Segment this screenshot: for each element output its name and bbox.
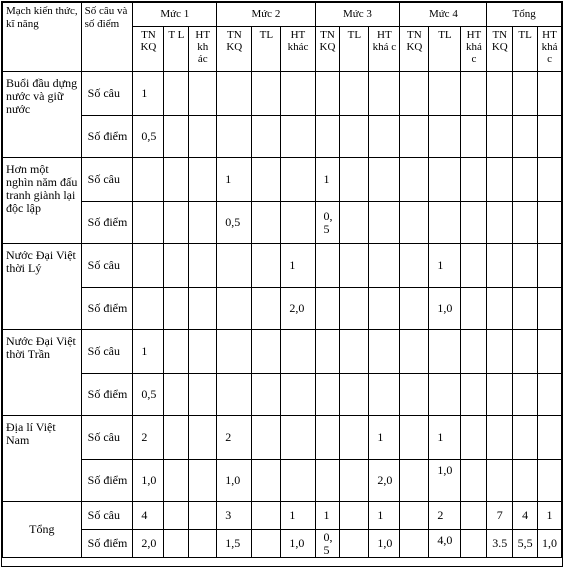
matrix-cell [217, 72, 252, 116]
matrix-cell [189, 416, 217, 460]
matrix-cell [164, 244, 189, 288]
table-row [3, 374, 562, 416]
matrix-cell [461, 530, 487, 558]
matrix-cell [429, 202, 461, 244]
matrix-cell [164, 202, 189, 244]
matrix-cell [340, 330, 369, 374]
matrix-cell [400, 116, 429, 158]
table-row [3, 158, 562, 202]
matrix-cell [189, 158, 217, 202]
matrix-cell: 1 [369, 416, 400, 460]
matrix-cell [252, 72, 281, 116]
subheader-m2-tl: TL [252, 27, 281, 72]
matrix-cell: 1,0 [538, 530, 562, 558]
matrix-cell [513, 460, 538, 502]
matrix-cell: 4 [513, 502, 538, 530]
matrix-cell [315, 72, 340, 116]
matrix-cell [189, 116, 217, 158]
matrix-cell [164, 72, 189, 116]
table-row [3, 116, 562, 158]
matrix-cell [538, 416, 562, 460]
matrix-cell [461, 158, 487, 202]
knowledge-matrix-sheet [1, 1, 563, 567]
matrix-cell [369, 72, 400, 116]
matrix-cell [369, 374, 400, 416]
matrix-cell [281, 330, 315, 374]
matrix-cell [513, 288, 538, 330]
matrix-cell: 2,0 [281, 288, 315, 330]
matrix-cell [133, 244, 164, 288]
subheader-m1-tl: T L [164, 27, 189, 72]
matrix-cell [487, 116, 513, 158]
knowledge-matrix-table [2, 2, 562, 558]
matrix-cell: 2 [429, 502, 461, 530]
matrix-cell [189, 244, 217, 288]
matrix-cell [513, 72, 538, 116]
matrix-cell [513, 158, 538, 202]
matrix-body [3, 72, 562, 558]
subheader-tong-htkhac: HT khá c [538, 27, 562, 72]
subheader-m2-htkhac: HT khác [281, 27, 315, 72]
matrix-cell: 1 [369, 502, 400, 530]
matrix-cell [400, 530, 429, 558]
matrix-cell [315, 116, 340, 158]
matrix-cell [538, 158, 562, 202]
matrix-cell [164, 288, 189, 330]
matrix-cell [513, 202, 538, 244]
level-4-header: Mức 4 [400, 3, 487, 27]
matrix-cell [513, 374, 538, 416]
question-count-label: Số câu [81, 72, 133, 116]
matrix-cell [400, 502, 429, 530]
subheader-m4-htkhac: HT khá c [461, 27, 487, 72]
matrix-cell [252, 530, 281, 558]
matrix-cell [217, 116, 252, 158]
matrix-cell [252, 502, 281, 530]
topic-name: Hơn một nghìn năm đấu tranh giành lại độc lập [3, 158, 82, 244]
question-count-label: Số câu [81, 158, 133, 202]
matrix-cell [400, 330, 429, 374]
matrix-cell [164, 502, 189, 530]
matrix-cell: 1 [429, 244, 461, 288]
matrix-cell [189, 330, 217, 374]
subheader-m2-tnkq: TN KQ [217, 27, 252, 72]
matrix-cell: 1,0 [369, 530, 400, 558]
matrix-cell [164, 416, 189, 460]
matrix-cell [252, 460, 281, 502]
matrix-cell: 1 [315, 158, 340, 202]
matrix-cell: 1,0 [133, 460, 164, 502]
count-score-column-header: Số câu và số điểm [81, 3, 133, 72]
matrix-cell [369, 244, 400, 288]
score-label: Số điểm [81, 460, 133, 502]
matrix-cell [400, 244, 429, 288]
table-row [3, 202, 562, 244]
subheader-tong-tnkq: TN KQ [487, 27, 513, 72]
matrix-cell [164, 374, 189, 416]
matrix-cell [429, 158, 461, 202]
score-label: Số điểm [81, 288, 133, 330]
matrix-cell [461, 288, 487, 330]
matrix-cell [429, 374, 461, 416]
matrix-cell [538, 374, 562, 416]
matrix-cell: 1,0 [281, 530, 315, 558]
topic-name: Buổi đầu dựng nước và giữ nước [3, 72, 82, 158]
matrix-cell [217, 330, 252, 374]
matrix-cell [189, 460, 217, 502]
matrix-cell [487, 202, 513, 244]
matrix-cell [369, 116, 400, 158]
matrix-cell [513, 330, 538, 374]
matrix-cell [340, 374, 369, 416]
matrix-cell [538, 288, 562, 330]
matrix-cell [461, 374, 487, 416]
matrix-cell [315, 288, 340, 330]
matrix-cell [538, 244, 562, 288]
table-row [3, 460, 562, 502]
matrix-cell [164, 158, 189, 202]
matrix-cell [369, 158, 400, 202]
matrix-cell [538, 460, 562, 502]
matrix-cell [252, 158, 281, 202]
matrix-cell [189, 374, 217, 416]
matrix-cell: 1 [281, 502, 315, 530]
matrix-cell [513, 244, 538, 288]
matrix-cell: 1 [217, 158, 252, 202]
matrix-cell: 2 [133, 416, 164, 460]
subheader-tong-tl: TL [513, 27, 538, 72]
total-row-label: Tổng [3, 502, 82, 558]
matrix-cell [538, 202, 562, 244]
matrix-cell [487, 330, 513, 374]
topic-name: Nước Đại Việt thời Lý [3, 244, 82, 330]
table-row [3, 530, 562, 558]
matrix-cell [340, 202, 369, 244]
matrix-cell [487, 288, 513, 330]
matrix-cell [315, 416, 340, 460]
matrix-cell [164, 530, 189, 558]
matrix-cell [217, 244, 252, 288]
subheader-m3-htkhac: HT khá c [369, 27, 400, 72]
matrix-cell: 0,5 [315, 202, 340, 244]
matrix-cell [340, 288, 369, 330]
matrix-cell [164, 116, 189, 158]
matrix-cell [252, 244, 281, 288]
matrix-cell: 5,5 [513, 530, 538, 558]
matrix-cell: 1 [429, 416, 461, 460]
matrix-cell: 3 [217, 502, 252, 530]
matrix-cell [133, 158, 164, 202]
matrix-cell [429, 72, 461, 116]
matrix-cell [252, 416, 281, 460]
matrix-cell [369, 330, 400, 374]
matrix-cell [252, 116, 281, 158]
level-1-header: Mức 1 [133, 3, 217, 27]
matrix-cell [315, 244, 340, 288]
matrix-cell [400, 288, 429, 330]
matrix-cell [189, 202, 217, 244]
subheader-m1-htkhac: HT kh ác [189, 27, 217, 72]
matrix-cell [400, 158, 429, 202]
subheader-m4-tl: TL [429, 27, 461, 72]
matrix-cell [281, 374, 315, 416]
matrix-cell [513, 416, 538, 460]
subheader-m3-tl: TL [340, 27, 369, 72]
matrix-cell [281, 416, 315, 460]
matrix-cell [461, 244, 487, 288]
score-label: Số điểm [81, 530, 133, 558]
matrix-cell: 2,0 [369, 460, 400, 502]
matrix-cell [461, 460, 487, 502]
table-row [3, 330, 562, 374]
matrix-cell [252, 374, 281, 416]
matrix-cell [461, 416, 487, 460]
matrix-cell [164, 330, 189, 374]
matrix-cell [461, 202, 487, 244]
matrix-cell [252, 288, 281, 330]
table-row [3, 502, 562, 530]
matrix-cell: 1,0 [217, 460, 252, 502]
matrix-cell: 0,5 [217, 202, 252, 244]
level-2-header: Mức 2 [217, 3, 315, 27]
matrix-cell [133, 288, 164, 330]
matrix-cell [189, 72, 217, 116]
matrix-cell: 0,5 [133, 374, 164, 416]
question-count-label: Số câu [81, 330, 133, 374]
matrix-cell: 1,5 [217, 530, 252, 558]
matrix-cell [315, 374, 340, 416]
matrix-cell: 7 [487, 502, 513, 530]
matrix-cell [429, 330, 461, 374]
score-label: Số điểm [81, 202, 133, 244]
matrix-cell [487, 244, 513, 288]
score-label: Số điểm [81, 374, 133, 416]
matrix-cell [315, 330, 340, 374]
topic-column-header: Mạch kiến thức, kĩ năng [3, 3, 82, 72]
matrix-cell [340, 530, 369, 558]
matrix-cell [487, 416, 513, 460]
matrix-cell [538, 330, 562, 374]
score-label: Số điểm [81, 116, 133, 158]
matrix-cell [369, 288, 400, 330]
matrix-cell: 1,0 [429, 460, 461, 502]
matrix-cell [461, 502, 487, 530]
table-row [3, 244, 562, 288]
matrix-cell [340, 502, 369, 530]
matrix-cell: 1 [133, 330, 164, 374]
matrix-cell: 0,5 [315, 530, 340, 558]
matrix-cell [340, 72, 369, 116]
matrix-cell [340, 158, 369, 202]
topic-name: Nước Đại Việt thời Trần [3, 330, 82, 416]
level-3-header: Mức 3 [315, 3, 400, 27]
matrix-cell: 4,0 [429, 530, 461, 558]
table-row [3, 72, 562, 116]
matrix-cell [340, 460, 369, 502]
matrix-cell: 2,0 [133, 530, 164, 558]
matrix-cell [400, 460, 429, 502]
matrix-cell: 3.5 [487, 530, 513, 558]
matrix-cell [252, 202, 281, 244]
topic-name: Địa lí Việt Nam [3, 416, 82, 502]
subheader-m1-tnkq: TN KQ [133, 27, 164, 72]
total-header: Tổng [487, 3, 562, 27]
matrix-cell [281, 460, 315, 502]
matrix-cell [369, 202, 400, 244]
matrix-cell [252, 330, 281, 374]
matrix-cell [461, 116, 487, 158]
matrix-cell [281, 202, 315, 244]
matrix-cell [189, 502, 217, 530]
matrix-cell [340, 416, 369, 460]
matrix-cell [487, 374, 513, 416]
matrix-cell [340, 244, 369, 288]
matrix-cell [538, 116, 562, 158]
subheader-m4-tnkq: TN KQ [400, 27, 429, 72]
matrix-cell [487, 460, 513, 502]
matrix-cell: 2 [217, 416, 252, 460]
matrix-cell [487, 158, 513, 202]
matrix-cell [400, 202, 429, 244]
matrix-cell: 1 [538, 502, 562, 530]
matrix-cell [461, 72, 487, 116]
matrix-cell [400, 72, 429, 116]
matrix-cell [281, 116, 315, 158]
matrix-cell [538, 72, 562, 116]
matrix-cell [281, 158, 315, 202]
matrix-cell [315, 460, 340, 502]
table-row [3, 416, 562, 460]
question-count-label: Số câu [81, 244, 133, 288]
matrix-cell [281, 72, 315, 116]
matrix-cell [400, 374, 429, 416]
matrix-cell [429, 116, 461, 158]
matrix-cell [164, 460, 189, 502]
matrix-cell [400, 416, 429, 460]
matrix-cell [189, 288, 217, 330]
matrix-cell [217, 374, 252, 416]
matrix-cell: 1 [133, 72, 164, 116]
matrix-cell [461, 330, 487, 374]
matrix-cell: 1,0 [429, 288, 461, 330]
matrix-cell [513, 116, 538, 158]
subheader-m3-tnkq: TN KQ [315, 27, 340, 72]
question-count-label: Số câu [81, 416, 133, 460]
matrix-cell [189, 530, 217, 558]
matrix-cell [340, 116, 369, 158]
matrix-cell: 1 [281, 244, 315, 288]
question-count-label: Số câu [81, 502, 133, 530]
matrix-cell [217, 288, 252, 330]
matrix-cell: 4 [133, 502, 164, 530]
matrix-cell [133, 202, 164, 244]
matrix-cell [487, 72, 513, 116]
matrix-cell: 0,5 [133, 116, 164, 158]
table-row [3, 288, 562, 330]
matrix-cell: 1 [315, 502, 340, 530]
